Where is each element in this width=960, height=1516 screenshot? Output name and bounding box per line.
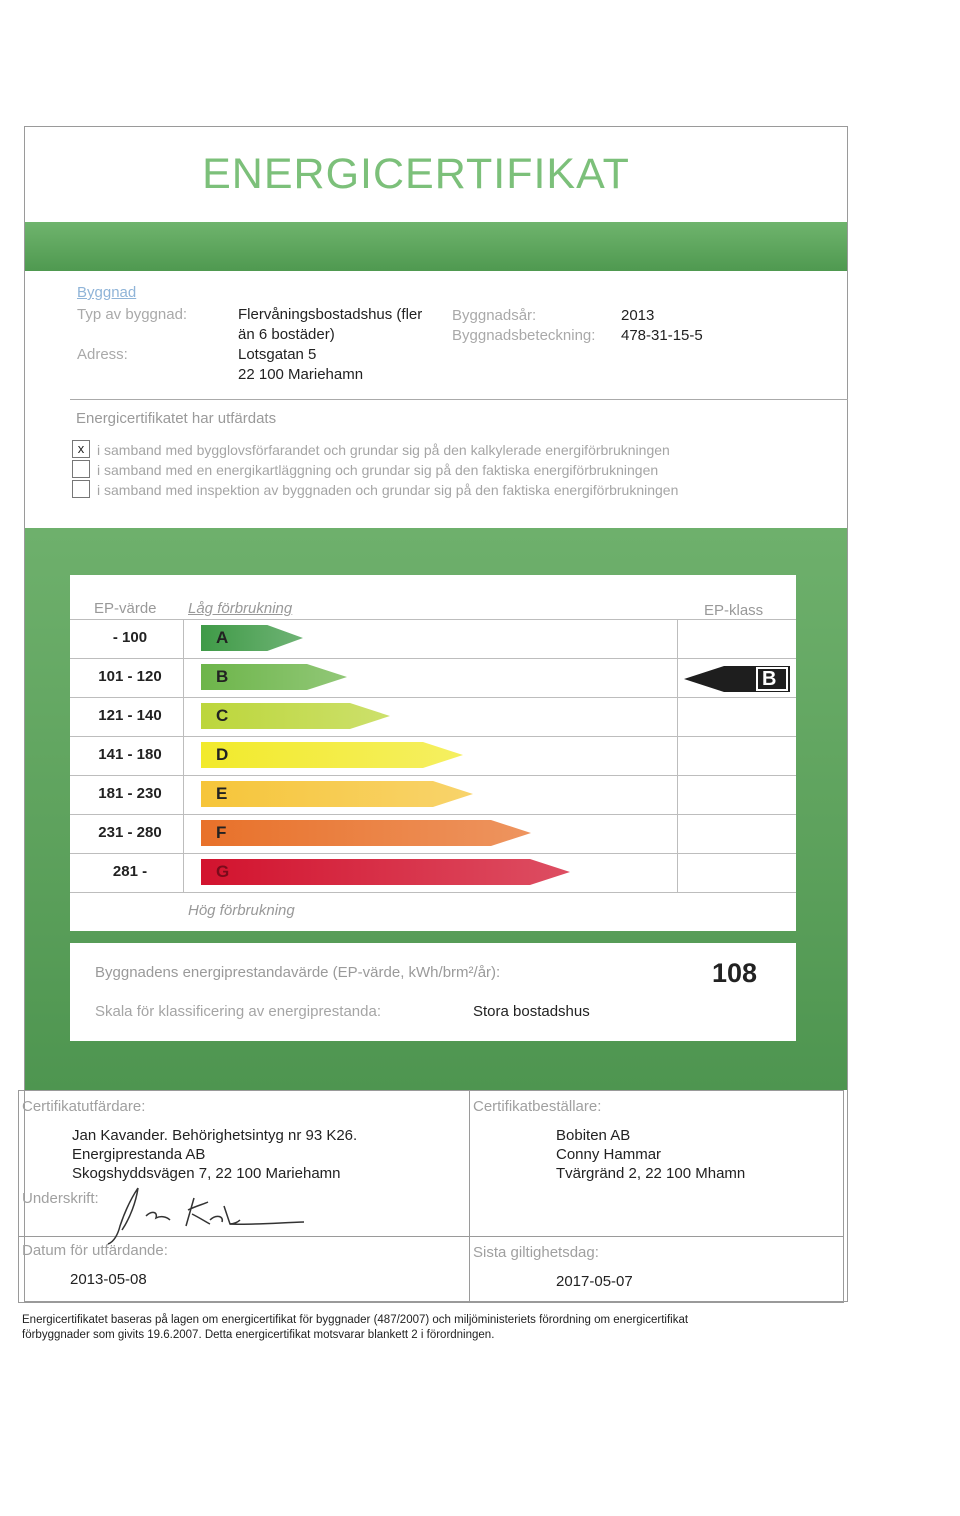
signature-drawing [100, 1180, 310, 1250]
scale-row-line [70, 814, 796, 815]
high-consumption-label: Hög förbrukning [188, 902, 295, 919]
scale-row-line [70, 658, 796, 659]
grid-middle-line [469, 1090, 470, 1302]
valid-until-label: Sista giltighetsdag: [473, 1244, 599, 1261]
scale-arrow-d [201, 742, 463, 768]
year-value: 2013 [621, 307, 655, 324]
issued-option-2: i samband med en energikartläggning och grundar sig på den faktiska energiförbrukningen [97, 462, 659, 478]
ep-class-letter-box [756, 667, 788, 691]
issue-date-label: Datum för utfärdande: [22, 1242, 168, 1259]
grid-left-line [18, 1090, 19, 1302]
issued-option-1: i samband med bygglovsförfarandet och grundar sig på den kalkylerade energiförbrukningen [97, 442, 670, 458]
building-id-label: Byggnadsbeteckning: [452, 327, 596, 344]
ep-class-letter: B [762, 668, 777, 690]
scale-letter-e: E [216, 784, 228, 803]
issued-option-3: i samband med inspektion av byggnaden och grundar sig på den faktiska energiförbrukningen [97, 482, 679, 498]
issue-date-value: 2013-05-08 [70, 1271, 147, 1288]
checkbox-3[interactable] [72, 480, 90, 498]
scale-range-label: 141 - 180 [98, 746, 162, 763]
issuer-line3: Skogshyddsvägen 7, 22 100 Mariehamn [72, 1165, 341, 1182]
scale-arrow-shape [201, 742, 463, 768]
type-value-line1: Flervåningsbostadshus (fler [238, 306, 423, 323]
address-line1: Lotsgatan 5 [238, 346, 317, 363]
issuer-line1: Jan Kavander. Behörighetsintyg nr 93 K26. [72, 1127, 358, 1144]
orderer-line2: Conny Hammar [556, 1146, 662, 1163]
scale-letter-d: D [216, 745, 229, 764]
grid-right-line [843, 1090, 844, 1302]
scale-arrow-shape [201, 859, 570, 885]
address-label: Adress: [77, 346, 128, 363]
footnote [22, 1313, 822, 1343]
orderer-heading: Certifikatbeställare: [473, 1098, 602, 1115]
scale-arrow-shape [201, 781, 473, 807]
scale-range-label: - 100 [112, 629, 148, 646]
scale-range-label: 281 - [112, 863, 148, 880]
scale-letter-b: B [216, 667, 229, 686]
scale-range-label: 181 - 230 [98, 785, 162, 802]
orderer-line1: Bobiten AB [556, 1127, 631, 1144]
scale-letter-g: G [216, 862, 230, 881]
scale-arrow-g [201, 859, 570, 885]
col-ep-value: EP-värde [94, 600, 157, 617]
type-label: Typ av byggnad: [77, 306, 188, 323]
scale-letter-f: F [216, 823, 227, 842]
scale-row-line [70, 775, 796, 776]
col-ep-class: EP-klass [704, 602, 764, 619]
issuer-line2: Energiprestanda AB [72, 1146, 206, 1163]
grid-top-line [18, 1090, 844, 1091]
scale-arrow-e [201, 781, 473, 807]
scale-row-line [70, 619, 796, 620]
scale-row-line [70, 736, 796, 737]
issuer-heading: Certifikatutfärdare: [22, 1098, 146, 1115]
scale-arrow-c [201, 703, 390, 729]
performance-panel [70, 943, 796, 1041]
scale-range-label: 231 - 280 [98, 824, 162, 841]
checkbox-2[interactable] [72, 460, 90, 478]
scale-row-line [70, 697, 796, 698]
valid-until-value: 2017-05-07 [556, 1273, 633, 1290]
issued-heading: Energicertifikatet har utfärdats [76, 410, 277, 427]
footnote-line2: förbyggnader som givits 19.6.2007. Detta energicertifikat motsvarar blankett 2 i förordningen. [22, 1329, 495, 1341]
ep-value-label: Byggnadens energiprestandavärde (EP-värde, kWh/brm²/år): [95, 964, 501, 981]
scale-row-line [70, 853, 796, 854]
checkbox-1[interactable]: x [72, 440, 90, 458]
energy-scale-panel [70, 575, 796, 931]
page-title: ENERGICERTIFIKAT [202, 150, 630, 198]
signature-label: Underskrift: [22, 1190, 99, 1207]
address-line2: 22 100 Mariehamn [238, 366, 364, 383]
building-heading: Byggnad [77, 284, 137, 301]
scale-letter-c: C [216, 706, 229, 725]
scale-range-label: 121 - 140 [98, 707, 162, 724]
scale-label: Skala för klassificering av energiprestanda: [95, 1003, 381, 1020]
scale-row-line [70, 892, 796, 893]
footnote-line1: Energicertifikatet baseras på lagen om energicertifikat för byggnader (487/2007) och miljöministeriets förordning om energicertifikat [22, 1314, 689, 1326]
type-value-line2: än 6 bostäder) [238, 326, 335, 343]
scale-arrow-f [201, 820, 531, 846]
scale-range-label: 101 - 120 [98, 668, 162, 685]
scale-letter-a: A [216, 628, 229, 647]
scale-column-line [677, 619, 678, 892]
scale-value: Stora bostadshus [473, 1003, 590, 1020]
col-low-consumption: Låg förbrukning [188, 600, 293, 617]
year-label: Byggnadsår: [452, 307, 537, 324]
orderer-line3: Tvärgränd 2, 22 100 Mhamn [556, 1165, 746, 1182]
section-divider [70, 399, 848, 400]
building-id-value: 478-31-15-5 [621, 327, 703, 344]
green-band-top [25, 222, 847, 271]
grid-bottom-line [18, 1302, 844, 1303]
ep-value: 108 [712, 958, 758, 988]
scale-arrow-shape [201, 703, 390, 729]
scale-arrow-shape [201, 820, 531, 846]
